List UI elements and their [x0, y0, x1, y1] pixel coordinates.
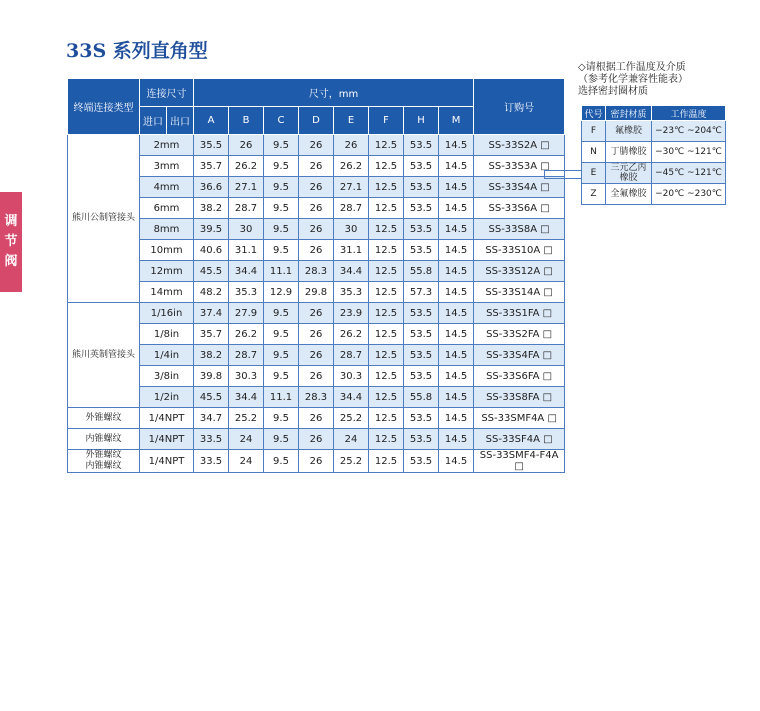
- dimension-cell: 12.5: [369, 219, 404, 240]
- dimension-cell: 35.7: [194, 156, 229, 177]
- dimension-cell: 24: [229, 450, 264, 473]
- dimension-cell: 30.3: [334, 366, 369, 387]
- size-cell: 14mm: [140, 282, 194, 303]
- seal-temp-cell: −45℃ ~121℃: [652, 163, 726, 184]
- dimension-cell: 28.3: [299, 387, 334, 408]
- size-cell: 8mm: [140, 219, 194, 240]
- table-row: [68, 135, 565, 156]
- dimension-cell: 33.5: [194, 450, 229, 473]
- dimension-cell: 28.7: [334, 345, 369, 366]
- dimension-cell: 14.5: [439, 366, 474, 387]
- table-row: [68, 387, 565, 408]
- connection-type-cell: [68, 303, 140, 408]
- dimension-cell: 39.5: [194, 219, 229, 240]
- seal-temp-cell: −23℃ ~204℃: [652, 121, 726, 142]
- order-number-cell: SS-33S4FA □: [474, 345, 565, 366]
- dimension-cell: 12.5: [369, 303, 404, 324]
- order-number-cell: SS-33S4A □: [474, 177, 565, 198]
- page-title: 33S 系列直角型: [66, 40, 208, 62]
- seal-material-cell: 三元乙丙橡胶: [606, 163, 652, 184]
- dimension-cell: 26: [299, 135, 334, 156]
- seal-code-cell: N: [582, 142, 606, 163]
- header-dim-d: D: [299, 107, 334, 135]
- size-cell: 1/16in: [140, 303, 194, 324]
- dimension-cell: 30: [334, 219, 369, 240]
- dimension-cell: 30.3: [229, 366, 264, 387]
- seal-temp-cell: −20℃ ~230℃: [652, 184, 726, 205]
- dimension-cell: 28.7: [229, 198, 264, 219]
- note-line: 选择密封圈材质: [578, 86, 648, 97]
- connection-type-label: 熊川公制管接头: [71, 213, 135, 223]
- dimension-cell: 26: [299, 429, 334, 450]
- order-number-cell: SS-33S2A □: [474, 135, 565, 156]
- dimension-cell: 53.5: [404, 345, 439, 366]
- dimension-cell: 14.5: [439, 387, 474, 408]
- dimension-cell: 45.5: [194, 387, 229, 408]
- dimension-cell: 26: [299, 303, 334, 324]
- dimension-cell: 14.5: [439, 198, 474, 219]
- table-row: [68, 429, 565, 450]
- dimension-cell: 53.5: [404, 135, 439, 156]
- connection-type-label: 内锥螺纹: [85, 433, 122, 444]
- header-dim-f: F: [369, 107, 404, 135]
- dimension-cell: 14.5: [439, 429, 474, 450]
- seal-header-code: 代号: [582, 106, 606, 121]
- size-cell: 4mm: [140, 177, 194, 198]
- dimension-cell: 28.7: [334, 198, 369, 219]
- dimension-cell: 12.5: [369, 177, 404, 198]
- size-cell: 1/4NPT: [140, 408, 194, 429]
- size-cell: 1/4NPT: [140, 429, 194, 450]
- dimension-cell: 40.6: [194, 240, 229, 261]
- dimension-cell: 53.5: [404, 366, 439, 387]
- dimension-cell: 14.5: [439, 282, 474, 303]
- header-dim-c: C: [264, 107, 299, 135]
- table-row: [68, 324, 565, 345]
- dimension-cell: 26: [299, 198, 334, 219]
- dimensions-table: [67, 78, 565, 473]
- connection-type-label: 熊川英制管接头: [71, 349, 135, 360]
- dimension-cell: 9.5: [264, 240, 299, 261]
- dimension-cell: 53.5: [404, 240, 439, 261]
- dimension-cell: 26: [299, 345, 334, 366]
- connection-type-label: 内锥螺纹: [85, 461, 122, 471]
- header-connection-size: 连接尺寸: [140, 79, 194, 107]
- connection-type-label: 外锥螺纹: [85, 412, 122, 423]
- table-row: [68, 240, 565, 261]
- dimension-cell: 33.5: [194, 429, 229, 450]
- order-number-cell: SS-33S8A □: [474, 219, 565, 240]
- dimension-cell: 12.5: [369, 408, 404, 429]
- dimension-cell: 9.5: [264, 345, 299, 366]
- dimension-cell: 35.5: [194, 135, 229, 156]
- header-dim-e: E: [334, 107, 369, 135]
- dimension-cell: 31.1: [334, 240, 369, 261]
- header-outlet: 出口: [167, 107, 194, 135]
- dimension-cell: 27.9: [229, 303, 264, 324]
- dimension-cell: 14.5: [439, 219, 474, 240]
- size-cell: 3mm: [140, 156, 194, 177]
- side-tab-char: 节: [4, 234, 18, 249]
- dimension-cell: 12.5: [369, 387, 404, 408]
- dimension-cell: 34.4: [334, 261, 369, 282]
- dimension-cell: 24: [229, 429, 264, 450]
- seal-table-body: [582, 121, 726, 205]
- size-cell: 6mm: [140, 198, 194, 219]
- dimension-cell: 12.5: [369, 345, 404, 366]
- seal-material-cell: 氟橡胶: [606, 121, 652, 142]
- side-tab-char: 阀: [4, 254, 18, 269]
- dimension-cell: 14.5: [439, 135, 474, 156]
- table-row: [68, 219, 565, 240]
- order-number-cell: SS-33SMF4-F4A □: [474, 450, 565, 473]
- dimension-cell: 26: [299, 219, 334, 240]
- dimension-cell: 53.5: [404, 198, 439, 219]
- dimension-cell: 9.5: [264, 366, 299, 387]
- dimension-cell: 14.5: [439, 345, 474, 366]
- dimension-cell: 48.2: [194, 282, 229, 303]
- dimension-cell: 12.5: [369, 282, 404, 303]
- header-dim-b: B: [229, 107, 264, 135]
- dimension-cell: 23.9: [334, 303, 369, 324]
- dimension-cell: 34.4: [229, 387, 264, 408]
- section-side-tab: [0, 192, 22, 292]
- seal-code-cell: E: [582, 163, 606, 184]
- seal-row: [582, 142, 726, 163]
- dimension-cell: 53.5: [404, 177, 439, 198]
- header-dim-h: H: [404, 107, 439, 135]
- header-dimensions: 尺寸，mm: [194, 79, 474, 107]
- dimension-cell: 37.4: [194, 303, 229, 324]
- size-cell: 3/8in: [140, 366, 194, 387]
- seal-code-cell: Z: [582, 184, 606, 205]
- dimension-cell: 55.8: [404, 261, 439, 282]
- connection-type-cell: [68, 429, 140, 450]
- order-number-cell: SS-33S14A □: [474, 282, 565, 303]
- size-cell: 1/4NPT: [140, 450, 194, 473]
- size-cell: 2mm: [140, 135, 194, 156]
- order-number-cell: SS-33S6FA □: [474, 366, 565, 387]
- dimension-cell: 26.2: [229, 156, 264, 177]
- order-number-cell: SS-33S2FA □: [474, 324, 565, 345]
- dimension-cell: 28.7: [229, 345, 264, 366]
- dimension-cell: 27.1: [229, 177, 264, 198]
- dimension-cell: 53.5: [404, 156, 439, 177]
- dimension-cell: 35.3: [334, 282, 369, 303]
- connection-type-cell: [68, 450, 140, 473]
- seal-row: [582, 184, 726, 205]
- dimension-cell: 35.7: [194, 324, 229, 345]
- header-connection-type: 终端连接类型: [68, 79, 140, 135]
- dimension-cell: 38.2: [194, 198, 229, 219]
- seal-material-table: [581, 105, 726, 205]
- note-line: ◇请根据工作温度及介质: [578, 62, 686, 73]
- side-tab-char: 调: [4, 214, 18, 229]
- table-row: [68, 177, 565, 198]
- dimension-cell: 9.5: [264, 198, 299, 219]
- dimension-cell: 38.2: [194, 345, 229, 366]
- dimension-cell: 53.5: [404, 429, 439, 450]
- seal-selection-note: [578, 62, 688, 98]
- dimension-cell: 55.8: [404, 387, 439, 408]
- dimension-cell: 9.5: [264, 408, 299, 429]
- dimension-cell: 31.1: [229, 240, 264, 261]
- seal-row: [582, 121, 726, 142]
- dimension-cell: 9.5: [264, 429, 299, 450]
- order-number-cell: SS-33S1FA □: [474, 303, 565, 324]
- dimension-cell: 12.5: [369, 366, 404, 387]
- table-row: [68, 156, 565, 177]
- seal-row: [582, 163, 726, 184]
- dimension-cell: 12.5: [369, 156, 404, 177]
- dimension-cell: 34.7: [194, 408, 229, 429]
- dimension-cell: 26: [299, 366, 334, 387]
- dimension-cell: 9.5: [264, 135, 299, 156]
- seal-header-temp: 工作温度: [652, 106, 726, 121]
- dimension-cell: 35.3: [229, 282, 264, 303]
- connection-type-cell: [68, 135, 140, 303]
- size-cell: 1/2in: [140, 387, 194, 408]
- table-row: [68, 345, 565, 366]
- dimension-cell: 14.5: [439, 450, 474, 473]
- dimension-cell: 27.1: [334, 177, 369, 198]
- order-number-cell: SS-33S12A □: [474, 261, 565, 282]
- size-cell: 12mm: [140, 261, 194, 282]
- dimension-cell: 12.5: [369, 450, 404, 473]
- order-number-cell: SS-33SF4A □: [474, 429, 565, 450]
- dimension-cell: 26: [299, 240, 334, 261]
- dimension-cell: 28.3: [299, 261, 334, 282]
- dimension-cell: 14.5: [439, 177, 474, 198]
- order-number-cell: SS-33SMF4A □: [474, 408, 565, 429]
- dimension-cell: 26.2: [229, 324, 264, 345]
- dimension-cell: 12.5: [369, 240, 404, 261]
- dimension-cell: 45.5: [194, 261, 229, 282]
- dimension-cell: 9.5: [264, 156, 299, 177]
- header-inlet: 进口: [140, 107, 167, 135]
- dimension-cell: 26.2: [334, 324, 369, 345]
- dimension-cell: 26: [299, 324, 334, 345]
- dimension-cell: 36.6: [194, 177, 229, 198]
- dimension-cell: 25.2: [334, 408, 369, 429]
- order-number-cell: SS-33S3A □: [474, 156, 565, 177]
- dimension-cell: 53.5: [404, 303, 439, 324]
- order-number-cell: SS-33S6A □: [474, 198, 565, 219]
- table-row: [68, 408, 565, 429]
- dimension-cell: 12.9: [264, 282, 299, 303]
- dimension-cell: 34.4: [334, 387, 369, 408]
- order-number-cell: SS-33S10A □: [474, 240, 565, 261]
- dimension-cell: 14.5: [439, 240, 474, 261]
- seal-temp-cell: −30℃ ~121℃: [652, 142, 726, 163]
- connection-type-label: 外锥螺纹: [85, 450, 122, 460]
- seal-material-cell: 全氟橡胶: [606, 184, 652, 205]
- dimension-cell: 14.5: [439, 324, 474, 345]
- dimension-cell: 57.3: [404, 282, 439, 303]
- dimension-cell: 9.5: [264, 219, 299, 240]
- dimension-cell: 12.5: [369, 324, 404, 345]
- dimension-cell: 24: [334, 429, 369, 450]
- dimension-cell: 11.1: [264, 387, 299, 408]
- size-cell: 1/4in: [140, 345, 194, 366]
- dimension-cell: 26: [299, 450, 334, 473]
- seal-header-material: 密封材质: [606, 106, 652, 121]
- dimension-cell: 53.5: [404, 408, 439, 429]
- connection-type-cell: [68, 408, 140, 429]
- dimension-cell: 26: [299, 156, 334, 177]
- header-dim-a: A: [194, 107, 229, 135]
- table-row: [68, 261, 565, 282]
- table-row: [68, 198, 565, 219]
- dimension-cell: 12.5: [369, 261, 404, 282]
- table-row: [68, 450, 565, 473]
- dimension-cell: 14.5: [439, 156, 474, 177]
- dimension-cell: 29.8: [299, 282, 334, 303]
- table-row: [68, 282, 565, 303]
- seal-material-cell: 丁腈橡胶: [606, 142, 652, 163]
- dimension-cell: 53.5: [404, 219, 439, 240]
- order-number-cell: SS-33S8FA □: [474, 387, 565, 408]
- dimension-cell: 53.5: [404, 324, 439, 345]
- dimension-cell: 14.5: [439, 303, 474, 324]
- dimension-cell: 12.5: [369, 198, 404, 219]
- dimension-cell: 9.5: [264, 303, 299, 324]
- dimension-cell: 12.5: [369, 429, 404, 450]
- dimension-cell: 26: [229, 135, 264, 156]
- dimension-cell: 9.5: [264, 324, 299, 345]
- dimension-cell: 11.1: [264, 261, 299, 282]
- dimension-cell: 30: [229, 219, 264, 240]
- dimension-cell: 9.5: [264, 177, 299, 198]
- dimension-cell: 9.5: [264, 450, 299, 473]
- header-order-number: 订购号: [474, 79, 565, 135]
- size-cell: 10mm: [140, 240, 194, 261]
- dimension-cell: 26.2: [334, 156, 369, 177]
- dimension-cell: 53.5: [404, 450, 439, 473]
- dimension-cell: 26: [334, 135, 369, 156]
- dimension-cell: 14.5: [439, 408, 474, 429]
- dimension-cell: 25.2: [229, 408, 264, 429]
- dimension-cell: 25.2: [334, 450, 369, 473]
- dimension-cell: 26: [299, 408, 334, 429]
- dimensions-table-body: [68, 135, 565, 473]
- note-line: （参考化学兼容性能表）: [578, 74, 688, 85]
- table-row: [68, 366, 565, 387]
- dimension-cell: 26: [299, 177, 334, 198]
- table-row: [68, 303, 565, 324]
- callout-connector: [544, 170, 581, 179]
- header-dim-m: M: [439, 107, 474, 135]
- size-cell: 1/8in: [140, 324, 194, 345]
- dimension-cell: 39.8: [194, 366, 229, 387]
- seal-code-cell: F: [582, 121, 606, 142]
- dimension-cell: 12.5: [369, 135, 404, 156]
- dimension-cell: 34.4: [229, 261, 264, 282]
- dimension-cell: 14.5: [439, 261, 474, 282]
